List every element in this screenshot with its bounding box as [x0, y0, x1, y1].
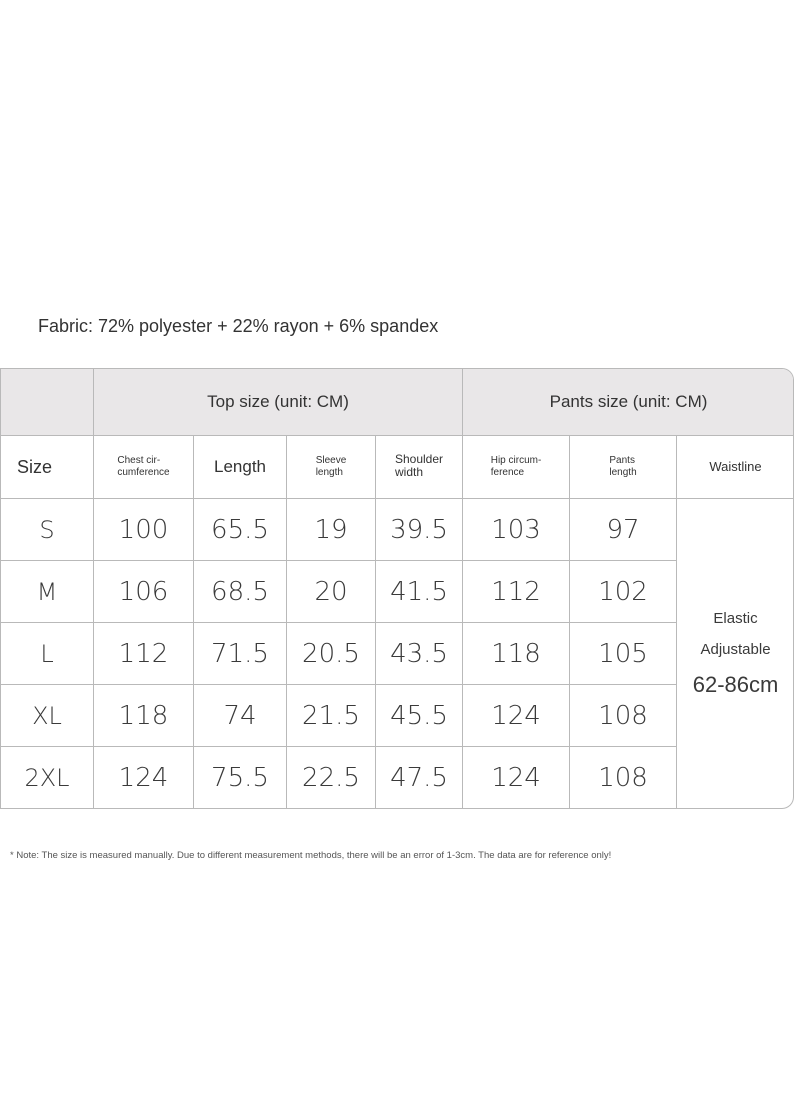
shoulder-cell: 39.5: [376, 499, 463, 561]
pants-length-cell: 105: [570, 623, 677, 685]
hip-cell: 112: [463, 561, 570, 623]
length-cell: 68.5: [194, 561, 287, 623]
table-row: [1, 685, 795, 747]
shoulder-cell: 47.5: [376, 747, 463, 809]
pants-length-cell: 108: [570, 685, 677, 747]
waist-elastic: Elastic: [713, 609, 758, 627]
table-row: [1, 623, 795, 685]
size-cell: S: [1, 499, 94, 561]
fabric-composition: Fabric: 72% polyester + 22% rayon + 6% spandex: [38, 316, 439, 336]
chest-cell: 118: [94, 685, 194, 747]
pants-size-header: Pants size (unit: CM): [463, 369, 794, 436]
size-cell: XL: [1, 685, 94, 747]
chest-cell: 100: [94, 499, 194, 561]
sleeve-cell: 21.5: [287, 685, 376, 747]
table-row: [1, 561, 795, 623]
column-header-row: [1, 436, 795, 499]
chest-cell: 124: [94, 747, 194, 809]
size-column-header: Size: [1, 436, 94, 499]
sleeve-cell: 20: [287, 561, 376, 623]
pants-length-cell: 108: [570, 747, 677, 809]
hip-cell: 124: [463, 685, 570, 747]
sleeve-cell: 22.5: [287, 747, 376, 809]
chest-cell: 112: [94, 623, 194, 685]
top-size-header: Top size (unit: CM): [94, 369, 463, 436]
shoulder-cell: 43.5: [376, 623, 463, 685]
pants-length-cell: 102: [570, 561, 677, 623]
chest-column-header: Chest cir- cumference: [94, 436, 194, 499]
header-row: [1, 369, 795, 436]
length-cell: 65.5: [194, 499, 287, 561]
size-cell: 2XL: [1, 747, 94, 809]
length-column-header: Length: [194, 436, 287, 499]
length-cell: 75.5: [194, 747, 287, 809]
pants-length-column-header: Pants length: [570, 436, 677, 499]
corner-cell: [1, 369, 94, 436]
size-cell: L: [1, 623, 94, 685]
shoulder-column-header: Shoulder width: [376, 436, 463, 499]
sleeve-cell: 19: [287, 499, 376, 561]
sleeve-cell: 20.5: [287, 623, 376, 685]
waistline-cell: [677, 499, 794, 809]
shoulder-cell: 45.5: [376, 685, 463, 747]
waist-adjustable: Adjustable: [700, 640, 771, 658]
waist-range: 62-86cm: [692, 671, 779, 697]
size-chart: [0, 368, 794, 809]
length-cell: 71.5: [194, 623, 287, 685]
waistline-column-header: Waistline: [677, 436, 794, 499]
size-cell: M: [1, 561, 94, 623]
shoulder-cell: 41.5: [376, 561, 463, 623]
hip-cell: 118: [463, 623, 570, 685]
hip-column-header: Hip circum- ference: [463, 436, 570, 499]
length-cell: 74: [194, 685, 287, 747]
hip-cell: 124: [463, 747, 570, 809]
pants-length-cell: 97: [570, 499, 677, 561]
size-table: [0, 368, 794, 809]
hip-cell: 103: [463, 499, 570, 561]
table-row: [1, 499, 795, 561]
chest-cell: 106: [94, 561, 194, 623]
measurement-note: * Note: The size is measured manually. Due to different measurement methods, there will be an error of 1-3cm. The data are for reference only!: [10, 850, 612, 861]
table-row: [1, 747, 795, 809]
sleeve-column-header: Sleeve length: [287, 436, 376, 499]
